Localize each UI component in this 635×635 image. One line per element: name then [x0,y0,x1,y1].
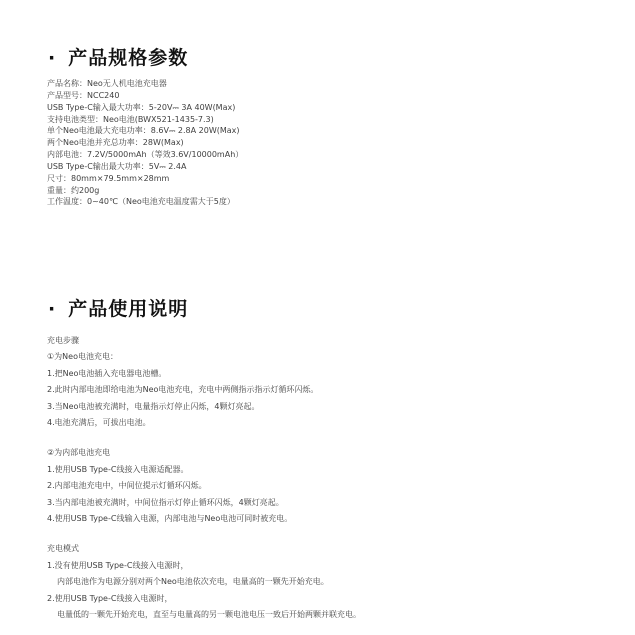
specs-title-text: 产品规格参数 [68,47,189,69]
specs-section-title [48,43,188,70]
spec-item-model: 产品型号：NCC240 [47,90,120,100]
neo-step-3: 3.当Neo电池被充满时，电量指示灯停止闪烁，4颗灯亮起。 [47,401,260,411]
spec-item-weight: 重量：约200g [47,185,100,195]
usage-title-text: 产品使用说明 [68,298,189,320]
charging-steps-heading: 充电步骤 [47,336,79,345]
usage-content [47,333,361,624]
spec-item-internal-battery: 内部电池：7.2V/5000mAh（等效3.6V/10000mAh） [47,150,244,160]
internal-step-4: 4.使用USB Type-C线输入电源，内部电池与Neo电池可同时被充电。 [47,514,293,524]
spec-item-battery-type: 支持电池类型：Neo电池(BWX521-1435-7.3) [47,114,214,124]
internal-step-2: 2.内部电池充电中，中间位提示灯循环闪烁。 [47,481,207,491]
spec-item-operating-temp: 工作温度：0~40℃（Neo电池充电温度需大于5度） [47,197,235,207]
internal-charging-heading: ②为内部电池充电 [47,448,111,458]
neo-charging-heading: ①为Neo电池充电： [47,352,118,362]
neo-step-4: 4.电池充满后，可拔出电池。 [47,418,151,428]
mode-line-2: 内部电池作为电源分别对两个Neo电池依次充电，电量高的一颗先开始充电。 [57,577,329,587]
spec-item-usb-input: USB Type-C输入最大功率：5-20V⎓ 3A 40W(Max) [47,102,236,112]
internal-step-1: 1.使用USB Type-C线接入电源适配器。 [47,464,189,474]
spec-list [47,78,243,208]
specs-title-bullet: · [48,47,57,69]
neo-step-1: 1.把Neo电池插入充电器电池槽。 [47,368,167,378]
charging-modes-heading: 充电模式 [47,544,79,554]
spec-item-dimensions: 尺寸：80mm×79.5mm×28mm [47,173,170,183]
spec-item-single-charge-power: 单个Neo电池最大充电功率：8.6V⎓ 2.8A 20W(Max) [47,126,240,136]
spec-item-usb-output: USB Type-C输出最大功率：5V⎓ 2.4A [47,161,187,171]
usage-title-bullet: · [48,298,57,320]
spacer [47,431,361,445]
mode-line-4: 电量低的一颗先开始充电，直至与电量高的另一颗电池电压一致后开始两颗并联充电。 [57,610,361,620]
spacer [47,527,361,541]
spec-item-dual-charge-power: 两个Neo电池并充总功率：28W(Max) [47,138,184,148]
neo-step-2: 2.此时内部电池即给电池为Neo电池充电，充电中两侧指示指示灯循环闪烁。 [47,385,319,395]
usage-section-title [48,294,188,321]
internal-step-3: 3.当内部电池被充满时，中间位指示灯停止循环闪烁，4颗灯亮起。 [47,497,284,507]
mode-line-1: 1.没有使用USB Type-C线接入电源时， [47,560,189,570]
mode-line-3: 2.使用USB Type-C线接入电源时， [47,593,173,603]
spec-item-product-name: 产品名称：Neo无人机电池充电器 [47,79,167,88]
